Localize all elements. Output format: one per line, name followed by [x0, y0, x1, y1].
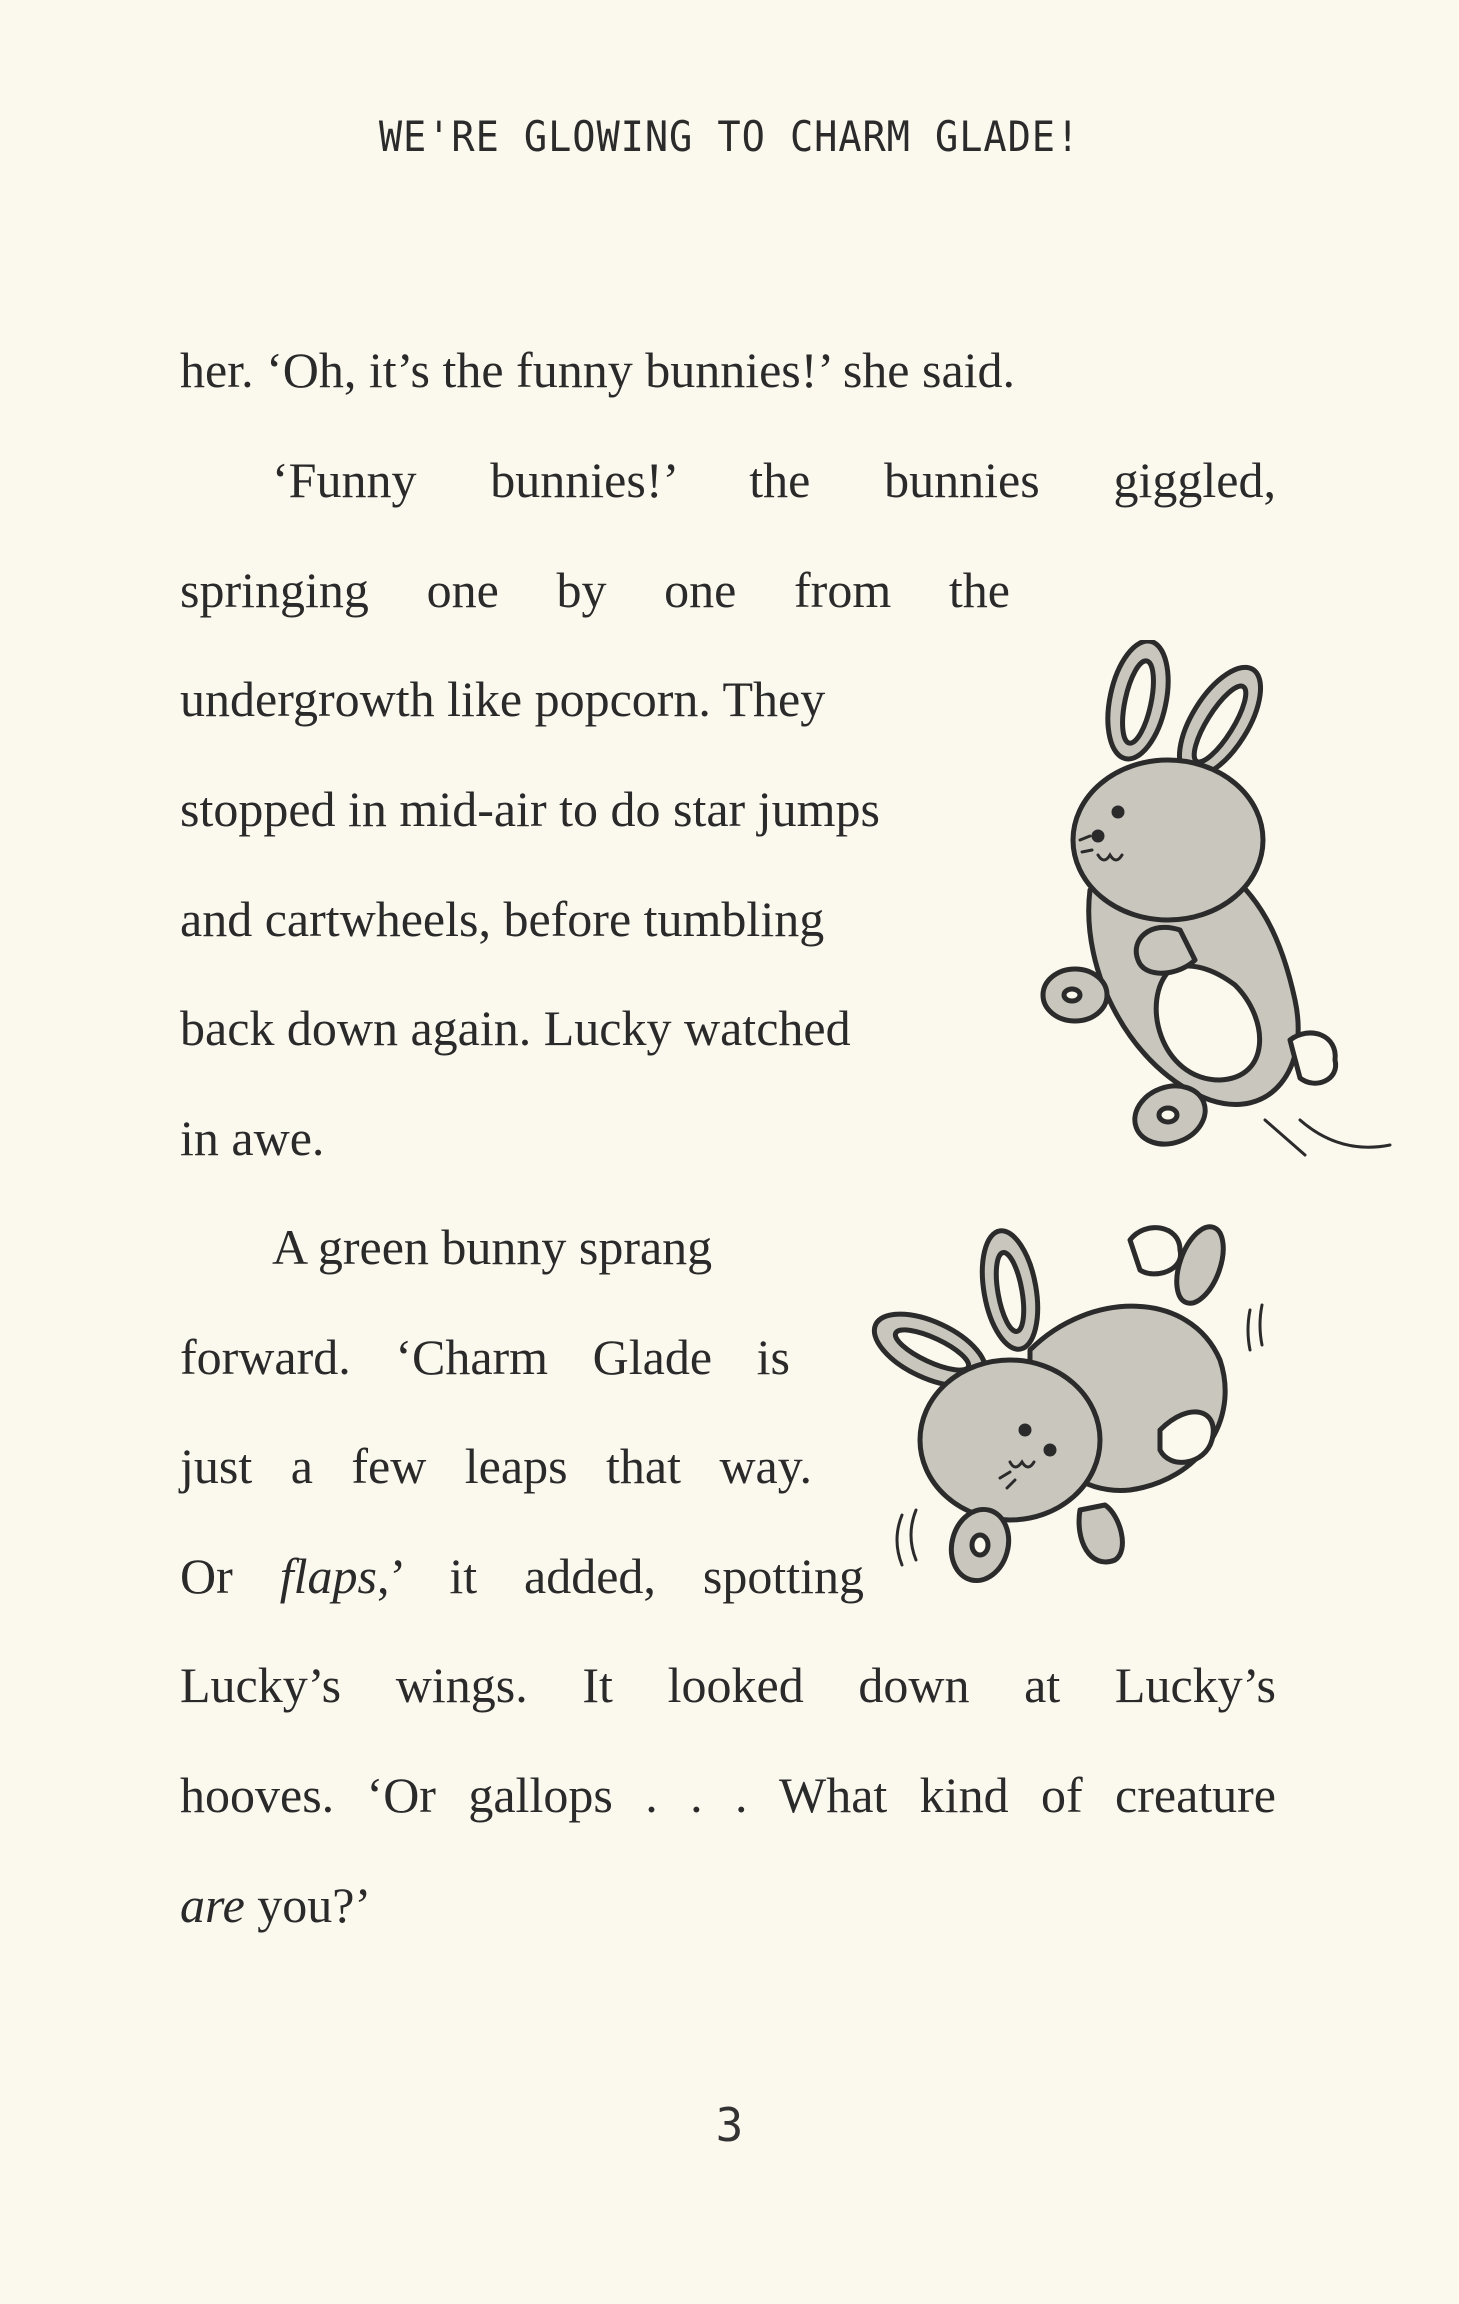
text-line: stopped in mid-air to do star jumps: [180, 781, 880, 837]
text-line: in awe.: [180, 1110, 325, 1166]
bunny-flying-illustration: [860, 1210, 1300, 1590]
text-line: A green bunny sprang: [272, 1219, 713, 1275]
text-line: Lucky’s wings. It looked down at Lucky’s: [180, 1657, 1276, 1713]
text-line: ‘Funny bunnies!’ the bunnies giggled,: [272, 452, 1276, 508]
page-number: 3: [715, 2098, 744, 2152]
bunny-jumping-illustration: [1020, 640, 1400, 1160]
text-line: are you?’: [180, 1877, 372, 1933]
text-line: hooves. ‘Or gallops . . . What kind of creature: [180, 1767, 1276, 1823]
emphasis: are: [180, 1877, 245, 1933]
text-line: and cartwheels, before tumbling: [180, 891, 825, 947]
text-line: undergrowth like popcorn. They: [180, 671, 826, 727]
text-line: just a few leaps that way.: [180, 1438, 812, 1494]
running-header: WE'RE GLOWING TO CHARM GLADE!: [378, 112, 1081, 161]
text-line: forward. ‘Charm Glade is: [180, 1329, 790, 1385]
emphasis: flaps: [279, 1548, 377, 1604]
text-line: back down again. Lucky watched: [180, 1000, 851, 1056]
text-line: Or flaps,’ it added, spotting: [180, 1548, 864, 1604]
text-line: springing one by one from the: [180, 562, 1010, 618]
text-line: her. ‘Oh, it’s the funny bunnies!’ she said.: [180, 342, 1016, 398]
